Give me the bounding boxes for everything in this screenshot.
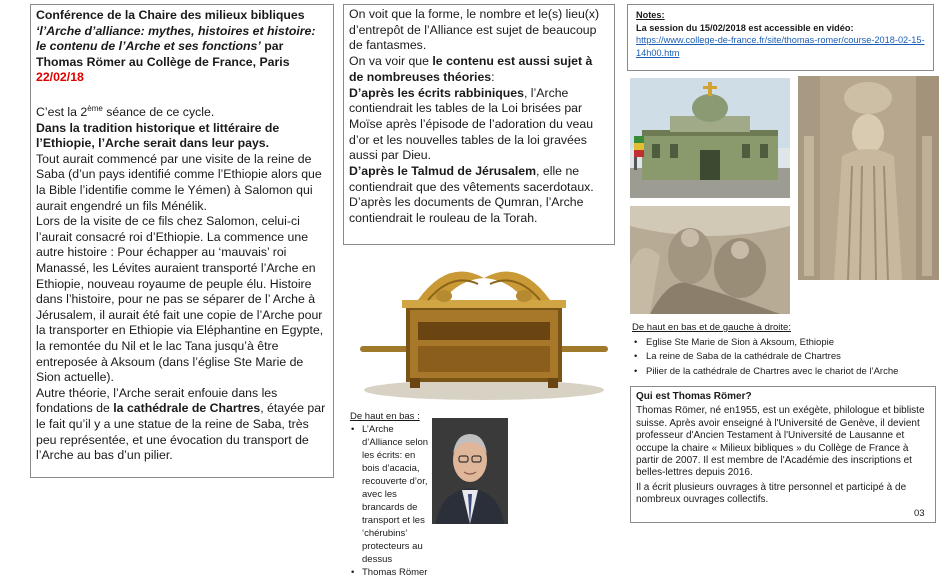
mid-theories: On va voir que le contenu est aussi sujet à de nombreuses théories: <box>349 54 593 84</box>
caption-item-queen: • La reine de Saba de la cathédrale de Chartres <box>632 350 937 365</box>
ark-caption <box>350 410 432 579</box>
lecture-title: Conférence de la Chaire des milieux bibliques ‘l’Arche d’alliance: mythes, histoires et histoire: le contenu de l’Arche et ses fonctions’ par Thomas Römer au Collège de France, Paris 22/02/18 <box>36 8 316 85</box>
thomas-romer-photo <box>432 418 508 524</box>
session-line: C’est la 2ème séance de ce cycle. <box>36 103 215 120</box>
page-number: 03 <box>914 508 925 519</box>
bio-paragraph-1: Thomas Römer, né en1955, est un exégète, philologue et bibliste suisse. Après avoir enseigné à l'Université de Genève, il devient professeur d'Ancien Testament à l'Université de Lausanne et occupe la chaire « Milieux bibliques » du Collège de France à partir de 2007. Il est membre de l'Académie des inscriptions et belles-lettres depuis 2016. <box>636 405 925 479</box>
caption-item-pillar: • Pilier de la cathédrale de Chartres avec le chariot de l’Arche <box>632 365 937 380</box>
notes-box <box>627 4 934 71</box>
images-caption-heading: De haut en bas et de gauche à droite: <box>632 322 791 333</box>
notes-video-line: La session du 15/02/2018 est accessible en vidéo: <box>636 22 854 33</box>
ark-caption-heading: De haut en bas : <box>350 411 420 422</box>
caption-item-ark: • L’Arche d’Alliance selon les écrits: en bois d’acacia, recouverte d’or, avec les brancards de transport et les ‘chérubins’ protecteurs au dessus <box>350 423 432 566</box>
images-caption <box>632 321 937 379</box>
romer-bio-box <box>630 386 936 523</box>
paragraph-saba: Tout aurait commencé par une visite de la reine de Saba (d’un pays identifié comme l’Ethiopie alors que la Bible l’identifie comme le Yémen) à Salomon qui aurait engendré un fils Ménélik. <box>36 151 322 213</box>
lecture-summary-box <box>30 4 334 478</box>
chartres-pillar-image <box>798 76 939 280</box>
ethiopia-tradition-heading: Dans la tradition historique et littéraire de l’Ethiopie, l’Arche serait dans leur pays. <box>36 120 280 151</box>
bio-paragraph-2: Il a écrit plusieurs ouvrages à titre personnel et participé à de nombreux ouvrages collectifs. <box>636 481 907 506</box>
mid-rabbinic: D’après les écrits rabbiniques, l’Arche contiendrait les tables de la Loi brisées par Moïse après l’épisode de l’adoration du veau d’or et les nouvelles tables de la loi gravées aussi par Dieu. <box>349 85 594 163</box>
notes-heading: Notes: <box>636 10 665 20</box>
aksum-church-image <box>630 78 790 198</box>
caption-item-romer: • Thomas Römer <box>350 566 432 579</box>
queen-of-saba-image <box>630 206 790 314</box>
lecture-date: 22/02/18 <box>36 70 84 85</box>
video-link[interactable]: https://www.college-de-france.fr/site/thomas-romer/course-2018-02-15-14h00.htm <box>636 35 925 58</box>
bio-heading: Qui est Thomas Römer? <box>636 391 752 402</box>
ark-content-box <box>343 4 615 245</box>
lecture-subtitle: ‘l’Arche d’alliance: mythes, histoires et histoire: le contenu de l’Arche et ses fonctions’ <box>36 23 316 54</box>
ark-of-covenant-image <box>348 250 620 402</box>
mid-talmud: D’après le Talmud de Jérusalem, elle ne contiendrait que des vêtements sacerdotaux. <box>349 164 594 194</box>
mid-intro: On voit que la forme, le nombre et le(s) lieu(x) d’entrepôt de l’Alliance est sujet de beaucoup de fantasmes. <box>349 7 600 53</box>
caption-item-church: • Eglise Ste Marie de Sion à Aksoum, Ethiopie <box>632 336 937 351</box>
paragraph-menelik: Lors de la visite de ce fils chez Salomon, celui-ci l’aurait consacré roi d’Ethiopie. La commence une autre histoire : Pour échapper au ‘mauvais’ roi Manassé, les Lévites auraient transporté l’Arche en Ethiopie, nouveau royaume de peuple élu. Histoire dans l’histoire, pour ne pas se séparer de l’ Arche à Jérusalem, il aurait été fait une copie de l’Arche pour la transporter en Ethiopie via Eléphantine en Egypte, la remontée du Nil et le lac Tana jusqu’à être entreposée à Aksoum (dans l’église Ste Marie de Sion actuelle). <box>36 214 324 385</box>
paragraph-chartres: Autre théorie, l’Arche serait enfouie dans les fondations de la cathédrale de Chartres, étayée par le fait qu’il y a une statue de la reine de Saba, très peu représentée, et une évocation du transport de l’Arche au bas d’un pilier. <box>36 385 326 463</box>
mid-qumran: D’après les documents de Qumran, l’Arche contiendrait le rouleau de la Torah. <box>349 195 584 226</box>
